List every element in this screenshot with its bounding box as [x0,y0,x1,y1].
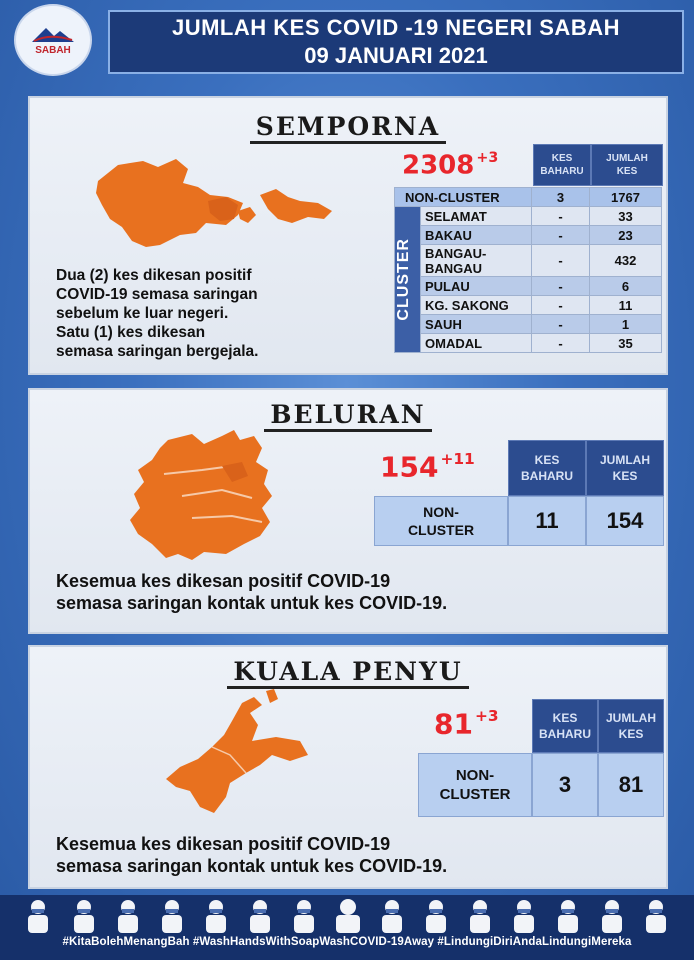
col-header-total-cases: JUMLAH KES [598,699,664,753]
kuala-penyu-total-cases: 81 $^{+3}$ [434,707,499,741]
page-header [108,10,684,74]
semporna-total-cases: 2308 $^{+3}$ [402,150,499,181]
beluran-panel [28,388,668,634]
kuala-penyu-description: Kesemua kes dikesan positif COVID-19 semasa saringan kontak untuk kes COVID-19. [56,834,448,876]
semporna-cases-table [394,187,662,353]
non-cluster-total: 154 [586,496,664,546]
frontliner-figures-icon [8,897,686,935]
cluster-label-cell: CLUSTER [395,207,421,353]
mountain-logo-icon [30,24,76,44]
col-header-total-cases: JUMLAH KES [591,144,663,186]
kuala-penyu-map [150,685,320,825]
logo-text: SABAH [35,45,71,56]
district-title: SEMPORNA [30,112,666,141]
col-header-total-cases: JUMLAH KES [586,440,664,496]
kuala-penyu-panel [28,645,668,889]
col-header-new-cases: KES BAHARU [533,144,591,186]
non-cluster-label: NON-CLUSTER [395,188,532,207]
col-header-new-cases: KES BAHARU [532,699,598,753]
table-row: BAKAU - 23 [395,226,662,245]
semporna-description: Dua (2) kes dikesan positif COVID-19 semasa saringan sebelum ke luar negeri. Satu (1) kes dikesan semasa saringan bergejala. [56,267,259,360]
non-cluster-label: NON- CLUSTER [418,753,532,817]
non-cluster-total: 81 [598,753,664,817]
table-row: KG. SAKONG - 11 [395,296,662,315]
col-header-new-cases: KES BAHARU [508,440,586,496]
report-date: 09 JANUARI 2021 [304,43,488,68]
table-row: SAUH - 1 [395,315,662,334]
table-row: OMADAL - 35 [395,334,662,353]
table-row: CLUSTER SELAMAT - 33 [395,207,662,226]
semporna-map [88,153,348,253]
semporna-panel [28,96,668,375]
table-row [395,188,662,207]
non-cluster-total: 1767 [590,188,662,207]
sabah-health-logo [14,4,92,76]
district-title: KUALA PENYU [30,657,666,686]
non-cluster-new: 11 [508,496,586,546]
district-title: BELURAN [30,400,666,429]
page-title: JUMLAH KES COVID -19 NEGERI SABAH [171,15,620,40]
beluran-description: Kesemua kes dikesan positif COVID-19 semasa saringan kontak untuk kes COVID-19. [56,571,448,613]
non-cluster-label: NON- CLUSTER [374,496,508,546]
table-row: PULAU - 6 [395,277,662,296]
beluran-map [122,426,292,566]
table-row: BANGAU- BANGAU - 432 [395,245,662,277]
footer-banner [0,895,694,960]
beluran-total-cases: 154 $^{+11}$ [380,450,475,484]
hashtags-text: #KitaBolehMenangBah #WashHandsWithSoapWashCOVID-19Away #LindungiDiriAndaLindungiMereka [62,936,632,948]
non-cluster-new: 3 [532,188,590,207]
non-cluster-new: 3 [532,753,598,817]
